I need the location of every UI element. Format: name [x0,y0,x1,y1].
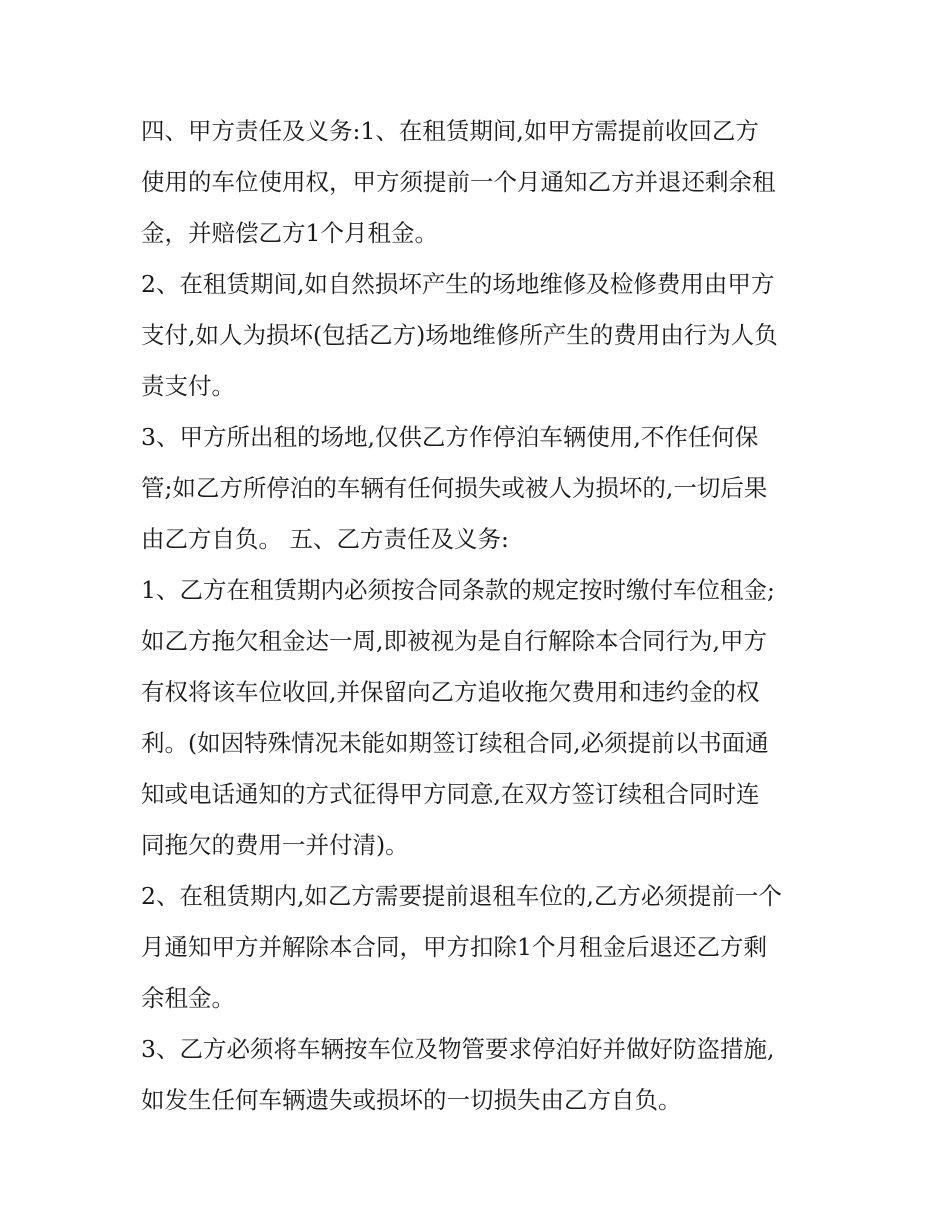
text-line: 3、甲方所出租的场地,仅供乙方作停泊车辆使用,不作任何保 [141,423,759,451]
text-line: 支付,如人为损坏(包括乙方)场地维修所产生的费用由行为人负 [141,321,778,349]
text-line: 知或电话通知的方式征得甲方同意,在双方签订续租合同时连 [141,780,760,808]
text-line: 2、在租赁期内,如乙方需要提前退租车位的,乙方必须提前一个 [141,882,782,910]
text-line: 3、乙方必须将车辆按车位及物管要求停泊好并做好防盗措施, [141,1035,775,1063]
text-line: 管;如乙方所停泊的车辆有任何损失或被人为损坏的,一切后果 [141,474,768,502]
text-line: 1、乙方在租赁期内必须按合同条款的规定按时缴付车位租金; [141,576,775,604]
text-line: 月通知甲方并解除本合同，甲方扣除1个月租金后退还乙方剩 [141,933,767,961]
text-line: 使用的车位使用权，甲方须提前一个月通知乙方并退还剩余租 [141,168,776,196]
text-line: 同拖欠的费用一并付清)。 [141,831,409,859]
text-line: 有权将该车位收回,并保留向乙方追收拖欠费用和违约金的权 [141,678,760,706]
text-line: 四、甲方责任及义务:1、在租赁期间,如甲方需提前收回乙方 [141,117,759,145]
contract-body-text [141,106,821,1126]
text-line: 金，并赔偿乙方1个月租金。 [141,219,438,247]
text-line: 如发生任何车辆遗失或损坏的一切损失由乙方自负。 [141,1086,682,1114]
text-line: 利。(如因特殊情况未能如期签订续租合同,必须提前以书面通 [141,729,769,757]
text-line: 由乙方自负。 五、乙方责任及义务: [141,525,509,553]
text-line: 2、在租赁期间,如自然损坏产生的场地维修及检修费用由甲方 [141,270,775,298]
text-line: 余租金。 [141,984,235,1012]
text-line: 如乙方拖欠租金达一周,即被视为是自行解除本合同行为,甲方 [141,627,767,655]
text-line: 责支付。 [141,372,235,400]
